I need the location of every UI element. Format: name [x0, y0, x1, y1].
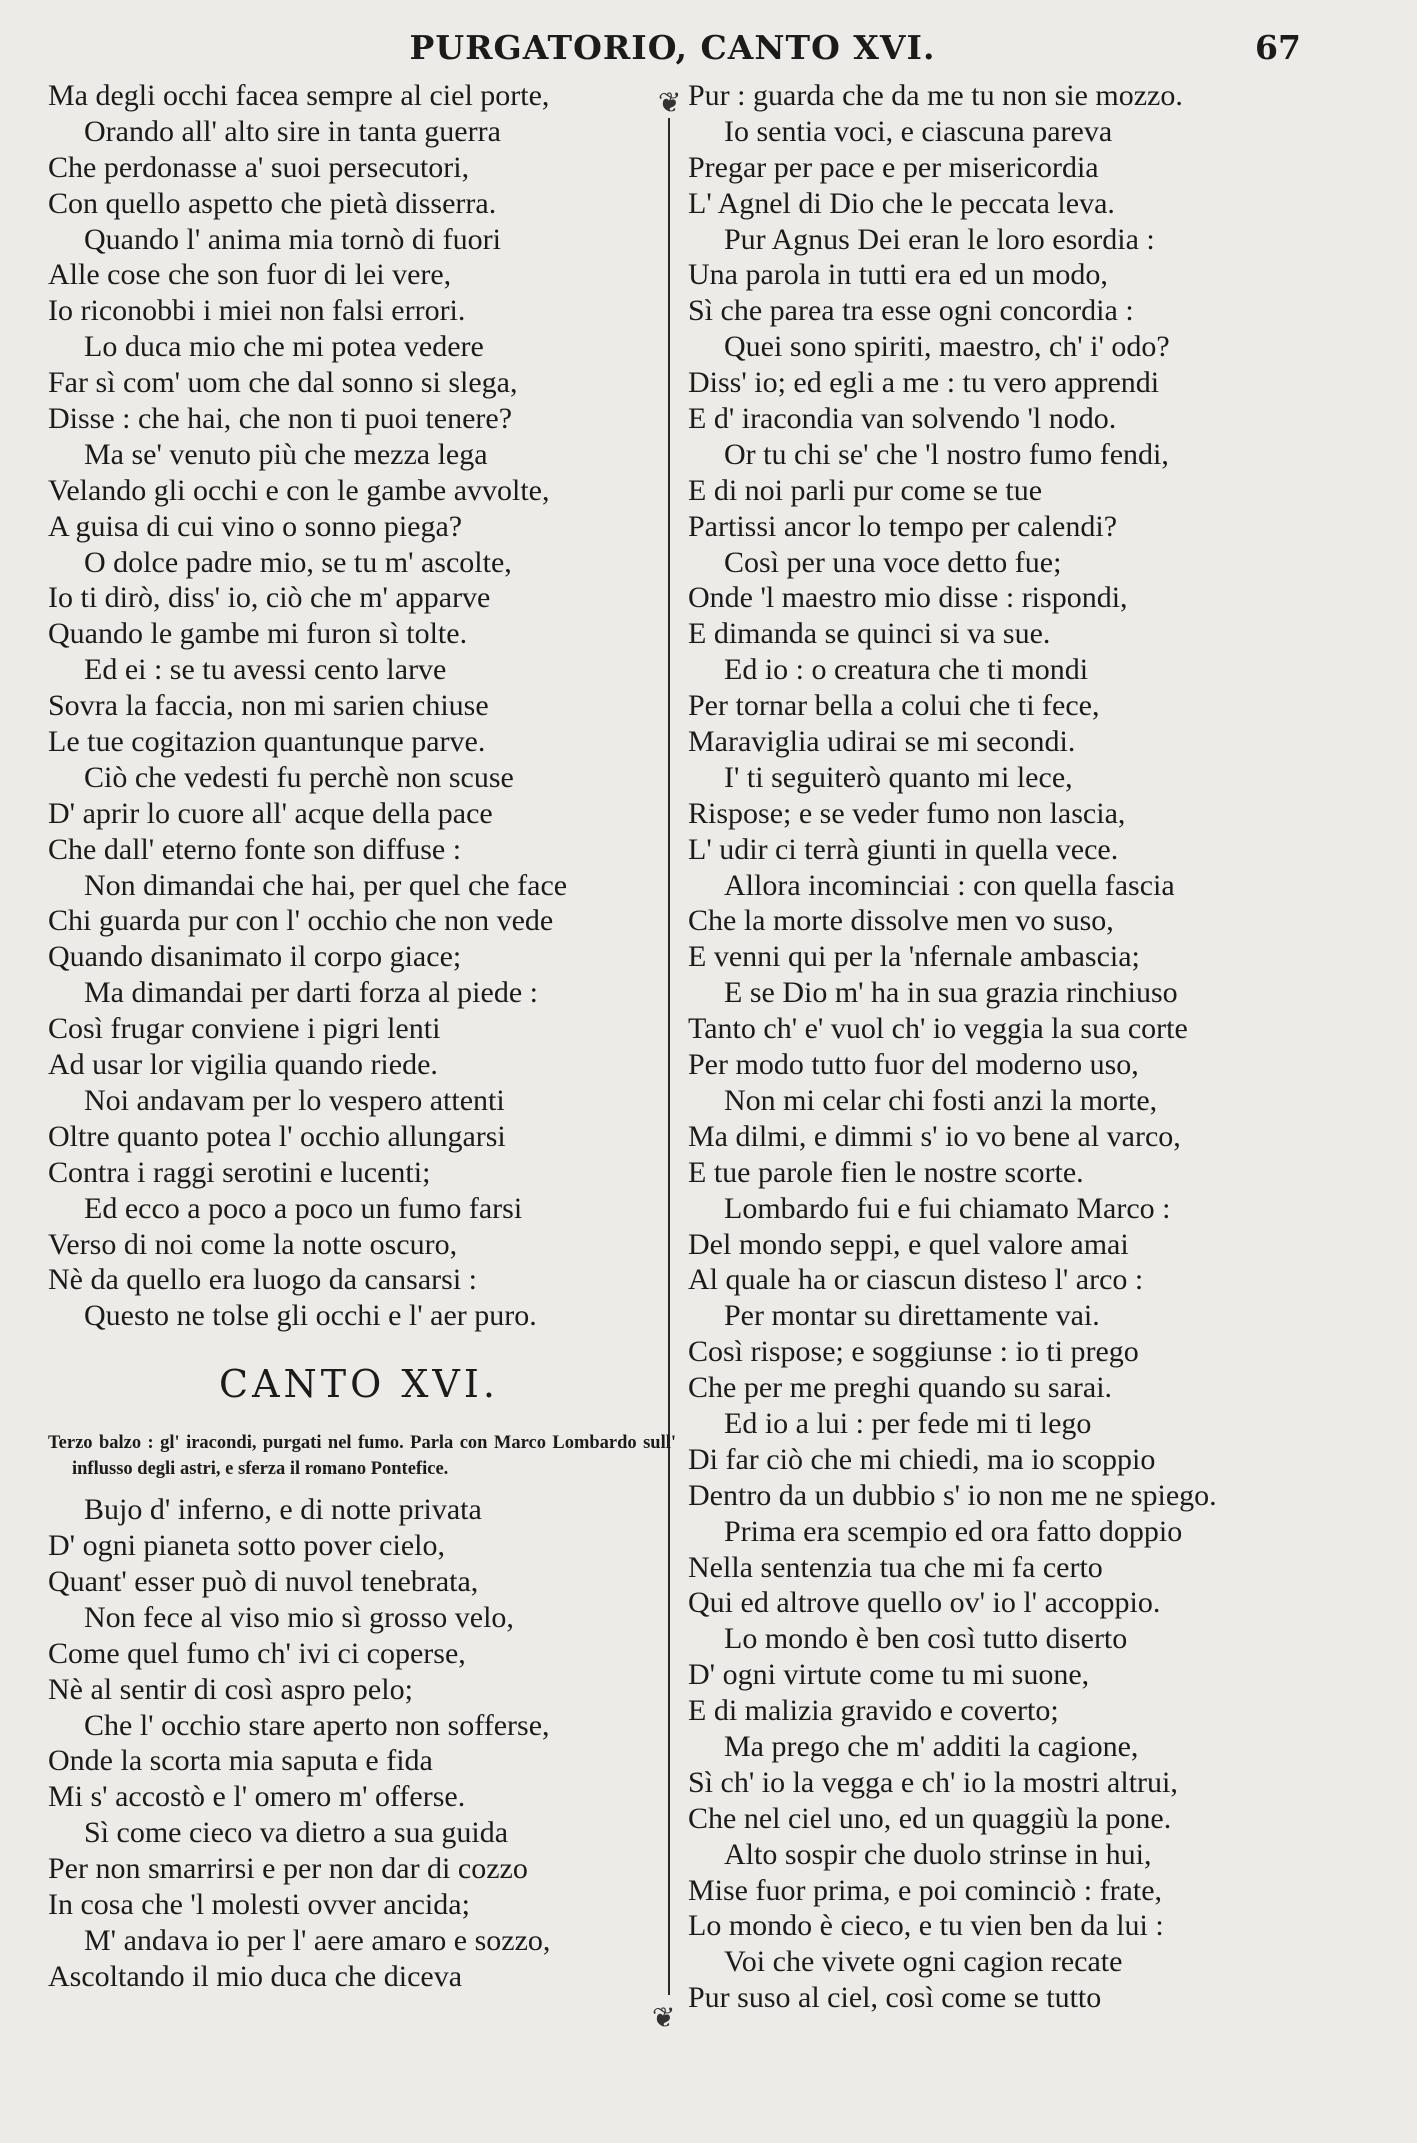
fleuron-icon: ❦: [658, 86, 682, 119]
verse-line: Or tu chi se' che 'l nostro fumo fendi,: [724, 437, 1169, 471]
verse-line: Dentro da un dubbio s' io non me ne spiego.: [688, 1478, 1217, 1512]
verse-line: Quando le gambe mi furon sì tolte.: [48, 617, 468, 651]
verse-line: E se Dio m' ha in sua grazia rinchiuso: [724, 976, 1178, 1010]
left-column: [48, 78, 676, 1995]
verse-line: Pur Agnus Dei eran le loro esordia :: [724, 222, 1155, 256]
verse-line: Mi s' accostò e l' omero m' offerse.: [48, 1780, 466, 1814]
verse-line: Io sentia voci, e ciascuna pareva: [724, 114, 1113, 148]
verse-line: Che per me preghi quando su sarai.: [688, 1371, 1113, 1405]
verse-line: E dimanda se quinci si va sue.: [688, 617, 1051, 651]
verse-line: L' udir ci terrà giunti in quella vece.: [688, 832, 1119, 866]
verse-line: Nella sentenzia tua che mi fa certo: [688, 1550, 1103, 1584]
verse-line: Ed io a lui : per fede mi ti lego: [724, 1406, 1092, 1440]
verse-line: Sì ch' io la vegga e ch' io la mostri altrui,: [688, 1765, 1178, 1799]
verse-line: E di malizia gravido e coverto;: [688, 1694, 1059, 1728]
verse-line: Che la morte dissolve men vo suso,: [688, 904, 1114, 938]
verse-line: Allora incominciai : con quella fascia: [724, 868, 1175, 902]
page-number: 67: [1255, 28, 1301, 67]
verse-line: Che dall' eterno fonte son diffuse :: [48, 832, 462, 866]
verse-block-right: [688, 78, 1338, 2016]
verse-line: Qui ed altrove quello ov' io l' accoppio.: [688, 1586, 1161, 1620]
verse-block-bottom: [48, 1492, 670, 1994]
verse-line: Onde la scorta mia saputa e fida: [48, 1744, 433, 1778]
verse-block-top: [48, 78, 670, 1334]
verse-line: D' aprir lo cuore all' acque della pace: [48, 796, 493, 830]
verse-line: Tanto ch' e' vuol ch' io veggia la sua corte: [688, 1012, 1188, 1046]
verse-line: Alle cose che son fuor di lei vere,: [48, 258, 452, 292]
verse-line: Contra i raggi serotini e lucenti;: [48, 1155, 431, 1189]
verse-line: Sì come cieco va dietro a sua guida: [84, 1816, 509, 1850]
verse-line: Al quale ha or ciascun disteso l' arco :: [688, 1263, 1144, 1297]
verse-line: Bujo d' inferno, e di notte privata: [84, 1493, 482, 1527]
verse-line: E tue parole fien le nostre scorte.: [688, 1155, 1084, 1189]
verse-line: Una parola in tutti era ed un modo,: [688, 258, 1108, 292]
running-title: PURGATORIO, CANTO XVI.: [409, 28, 936, 67]
verse-line: Con quello aspetto che pietà disserra.: [48, 186, 497, 220]
verse-line: Ad usar lor vigilia quando riede.: [48, 1048, 438, 1082]
verse-line: Pur suso al ciel, così come se tutto: [688, 1981, 1102, 2015]
verse-line: Ma prego che m' additi la cagione,: [724, 1729, 1139, 1763]
verse-line: Non mi celar chi fosti anzi la morte,: [724, 1083, 1158, 1117]
verse-line: Sovra la faccia, non mi sarien chiuse: [48, 689, 489, 723]
verse-line: Ed ei : se tu avessi cento larve: [84, 653, 447, 687]
verse-line: Ma dilmi, e dimmi s' io vo bene al varco,: [688, 1119, 1181, 1153]
verse-line: Mise fuor prima, e poi cominciò : frate,: [688, 1873, 1163, 1907]
verse-line: Pregar per pace e per misericordia: [688, 150, 1099, 184]
verse-line: E venni qui per la 'nfernale ambascia;: [688, 940, 1140, 974]
verse-line: Far sì com' uom che dal sonno si slega,: [48, 366, 518, 400]
verse-line: Nè da quello era luogo da cansarsi :: [48, 1263, 478, 1297]
verse-line: Non dimandai che hai, per quel che face: [84, 868, 568, 902]
verse-line: Per tornar bella a colui che ti fece,: [688, 689, 1100, 723]
verse-line: Diss' io; ed egli a me : tu vero apprendi: [688, 366, 1160, 400]
verse-line: Nè al sentir di così aspro pelo;: [48, 1672, 413, 1706]
verse-line: Questo ne tolse gli occhi e l' aer puro.: [84, 1299, 537, 1333]
verse-line: D' ogni virtute come tu mi suone,: [688, 1658, 1090, 1692]
verse-line: Quando disanimato il corpo giace;: [48, 940, 462, 974]
verse-line: Prima era scempio ed ora fatto doppio: [724, 1514, 1183, 1548]
verse-line: Io riconobbi i miei non falsi errori.: [48, 294, 466, 328]
verse-line: A guisa di cui vino o sonno piega?: [48, 509, 463, 543]
right-column: [688, 78, 1338, 2016]
verse-line: Ma dimandai per darti forza al piede :: [84, 976, 538, 1010]
verse-line: Per modo tutto fuor del moderno uso,: [688, 1048, 1139, 1082]
verse-line: Pur : guarda che da me tu non sie mozzo.: [688, 79, 1183, 112]
page-header: [0, 28, 1417, 76]
verse-line: Quando l' anima mia tornò di fuori: [84, 222, 501, 256]
verse-line: Per non smarrirsi e per non dar di cozzo: [48, 1852, 528, 1886]
verse-line: Le tue cogitazion quantunque parve.: [48, 725, 486, 759]
verse-line: D' ogni pianeta sotto pover cielo,: [48, 1529, 445, 1563]
verse-line: Lo duca mio che mi potea vedere: [84, 330, 484, 364]
verse-line: I' ti seguiterò quanto mi lece,: [724, 760, 1073, 794]
verse-line: Così frugar conviene i pigri lenti: [48, 1012, 441, 1046]
verse-line: E di noi parli pur come se tue: [688, 473, 1043, 507]
verse-line: E d' iracondia van solvendo 'l nodo.: [688, 402, 1117, 436]
verse-line: Partissi ancor lo tempo per calendi?: [688, 509, 1118, 543]
verse-line: Ciò che vedesti fu perchè non scuse: [84, 760, 514, 794]
verse-line: Lombardo fui e fui chiamato Marco :: [724, 1191, 1171, 1225]
canto-summary: Terzo balzo : gl' iracondi, purgati nel fumo. Parla con Marco Lombardo sull' influsso degli astri, e sferza il romano Pontefice.: [48, 1433, 676, 1480]
verse-line: Del mondo seppi, e quel valore amai: [688, 1227, 1129, 1261]
verse-line: Velando gli occhi e con le gambe avvolte,: [48, 473, 550, 507]
verse-line: Ma se' venuto più che mezza lega: [84, 437, 488, 471]
verse-line: O dolce padre mio, se tu m' ascolte,: [84, 545, 512, 579]
verse-line: Noi andavam per lo vespero attenti: [84, 1083, 505, 1117]
verse-line: Ed io : o creatura che ti mondi: [724, 653, 1089, 687]
verse-line: Lo mondo è ben così tutto diserto: [724, 1622, 1128, 1656]
verse-line: Ed ecco a poco a poco un fumo farsi: [84, 1191, 523, 1225]
verse-line: Verso di noi come la notte oscuro,: [48, 1227, 458, 1261]
verse-line: Orando all' alto sire in tanta guerra: [84, 114, 501, 148]
verse-line: Sì che parea tra esse ogni concordia :: [688, 294, 1134, 328]
verse-line: Che l' occhio stare aperto non sofferse,: [84, 1708, 550, 1742]
verse-line: Che perdonasse a' suoi persecutori,: [48, 150, 470, 184]
fleuron-icon: ❦: [652, 2001, 676, 2034]
verse-line: Oltre quanto potea l' occhio allungarsi: [48, 1119, 506, 1153]
verse-line: Per montar su direttamente vai.: [724, 1299, 1100, 1333]
verse-line: Ma degli occhi facea sempre al ciel porte,: [48, 79, 550, 112]
verse-line: Io ti dirò, diss' io, ciò che m' apparve: [48, 581, 491, 615]
verse-line: Onde 'l maestro mio disse : rispondi,: [688, 581, 1128, 615]
verse-line: Di far ciò che mi chiedi, ma io scoppio: [688, 1442, 1156, 1476]
verse-line: Come quel fumo ch' ivi ci coperse,: [48, 1636, 466, 1670]
verse-line: L' Agnel di Dio che le peccata leva.: [688, 186, 1115, 220]
verse-line: Lo mondo è cieco, e tu vien ben da lui :: [688, 1909, 1164, 1943]
verse-line: Così per una voce detto fue;: [724, 545, 1062, 579]
verse-line: Ascoltando il mio duca che diceva: [48, 1959, 463, 1993]
verse-line: Alto sospir che duolo strinse in hui,: [724, 1837, 1152, 1871]
verse-line: Così rispose; e soggiunse : io ti prego: [688, 1335, 1139, 1369]
verse-line: In cosa che 'l molesti ovver ancida;: [48, 1887, 470, 1921]
verse-line: Voi che vivete ogni cagion recate: [724, 1945, 1123, 1979]
verse-line: Disse : che hai, che non ti puoi tenere?: [48, 402, 513, 436]
canto-heading: CANTO XVI.: [219, 1362, 499, 1407]
verse-line: M' andava io per l' aere amaro e sozzo,: [84, 1923, 551, 1957]
verse-line: Che nel ciel uno, ed un quaggiù la pone.: [688, 1801, 1172, 1835]
verse-line: Quei sono spiriti, maestro, ch' i' odo?: [724, 330, 1170, 364]
verse-line: Maraviglia udirai se mi secondi.: [688, 725, 1076, 759]
verse-line: Non fece al viso mio sì grosso velo,: [84, 1600, 514, 1634]
verse-line: Rispose; e se veder fumo non lascia,: [688, 796, 1126, 830]
verse-line: Chi guarda pur con l' occhio che non vede: [48, 904, 554, 938]
verse-line: Quant' esser può di nuvol tenebrata,: [48, 1564, 479, 1598]
